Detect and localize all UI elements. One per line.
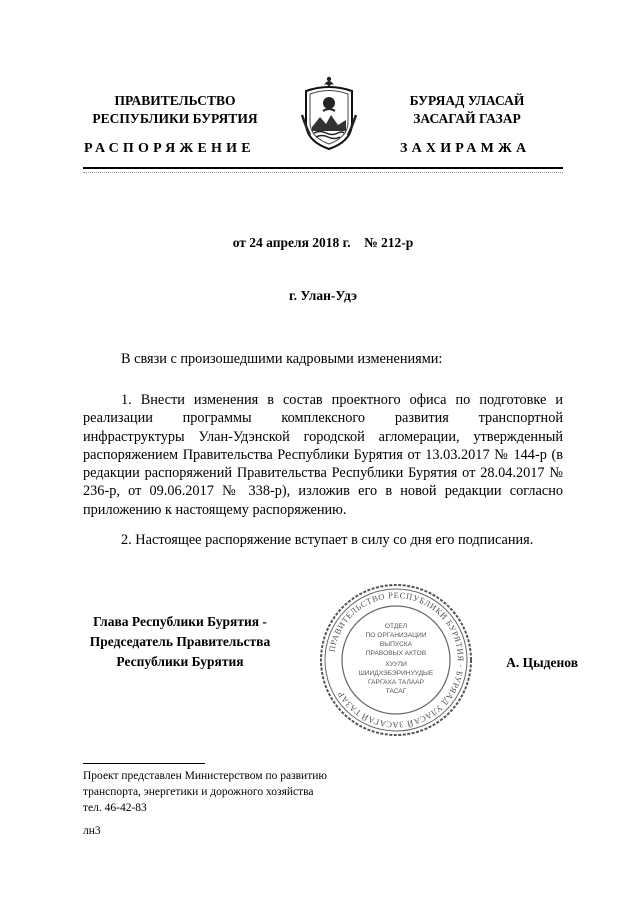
stamp-ring-text: ПРАВИТЕЛЬСТВО РЕСПУБЛИКИ БУРЯТИЯ · БУРЯАД УЛАСАЙ ЗАСАГАЙ ГАЗАР [326, 589, 467, 731]
signatory-position-line2: Председатель Правительства [89, 634, 271, 649]
footer-note [83, 768, 403, 816]
city: г. Улан-Удэ [289, 288, 357, 303]
stamp-line4: ПРАВОВЫХ АКТОВ [365, 650, 427, 657]
footer-divider [83, 763, 205, 764]
signatory-position-line1: Глава Республики Бурятия - [93, 614, 267, 629]
footer-initials: лн3 [83, 825, 101, 837]
document-type-title: РАСПОРЯЖЕНИЕ [84, 141, 255, 156]
document-type-title-buryat: ЗАХИРАМЖА [400, 141, 531, 156]
stamp-line1: ОТДЕЛ [384, 623, 408, 630]
header-dotted-divider [83, 172, 563, 173]
stamp-line7: ГАРГАХА ТАЛААР [368, 679, 424, 686]
signatory-position-line3: Республики Бурятия [116, 654, 244, 669]
stamp-line3: ВЫПУСКА [379, 641, 413, 648]
item-1-paragraph: 1. Внести изменения в состав проектного офиса по подготовке и реализации программы комплексного развития транспортной инфраструктуры Улан-Удэнской городской агломерации, утвержденный распоряжением Правительства Республики Бурятия от 13.03.2017 № 144-р (в редакции распоряжений Правительства Республики Бурятия от 28.04.2017 № 236-р, от 09.06.2017 № 338-р), изложив его в новой редакции согласно приложению к настоящему распоряжению. [83, 392, 563, 518]
header-divider [83, 167, 563, 169]
header-left-line1: ПРАВИТЕЛЬСТВО [114, 93, 236, 108]
header-right-line1: БУРЯАД УЛАСАЙ [409, 93, 525, 108]
signatory-position [70, 612, 290, 672]
header-left-line2: РЕСПУБЛИКИ БУРЯТИЯ [92, 111, 258, 126]
footer-phone: тел. 46-42-83 [83, 802, 147, 814]
official-seal-stamp [318, 582, 474, 738]
coat-of-arms-emblem [300, 75, 358, 153]
svg-text:ПРАВИТЕЛЬСТВО РЕСПУБЛИКИ БУРЯТ [327, 590, 467, 730]
header-left [90, 92, 260, 128]
stamp-line6: ШИИДХЭБЭРИНУУДЫЕ [358, 670, 434, 677]
date-and-number: от 24 апреля 2018 г. № 212-р [232, 235, 414, 250]
stamp-line8: ТАСАГ [385, 688, 407, 695]
footer-line2: транспорта, энергетики и дорожного хозяйства [83, 786, 314, 798]
stamp-line2: ПО ОРГАНИЗАЦИИ [365, 632, 427, 639]
item-2-paragraph: 2. Настоящее распоряжение вступает в силу со дня его подписания. [121, 532, 534, 548]
header-right-line2: ЗАСАГАЙ ГАЗАР [413, 111, 521, 126]
header-right [382, 92, 552, 128]
signatory-name: А. Цыденов [506, 655, 578, 670]
intro-paragraph: В связи с произошедшими кадровыми изменениями: [121, 351, 443, 367]
stamp-line5: ХУУЛИ [385, 661, 407, 668]
footer-line1: Проект представлен Министерством по развитию [83, 770, 327, 782]
